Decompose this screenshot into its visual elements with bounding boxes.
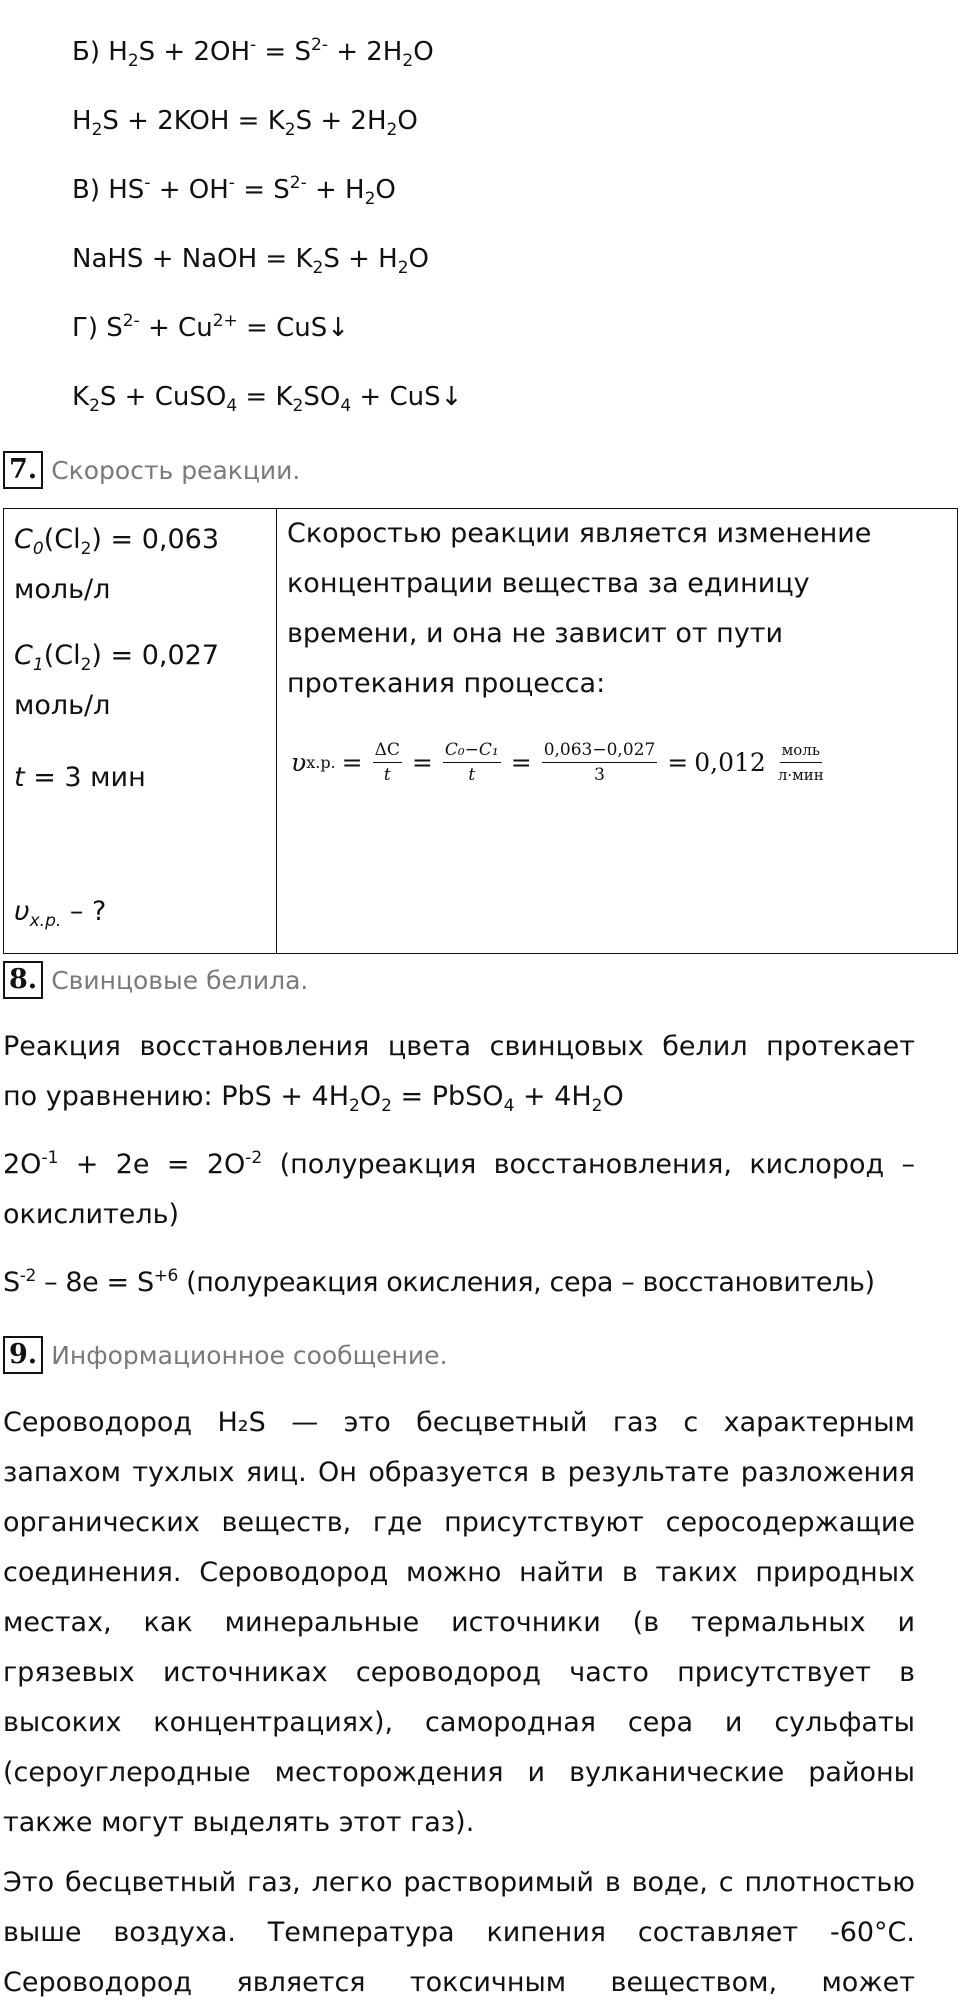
rate-symbol: υ [291, 747, 307, 777]
text-line: грязевых источниках сероводород часто присутствует в [3, 1657, 915, 1688]
frac-num: ΔC [373, 738, 402, 763]
unit-num: моль [780, 738, 822, 763]
given-find: $\upsilon_{х.р.}$ – ? [14, 896, 107, 931]
task-8-half-reaction-1 [3, 1140, 915, 1240]
text-line: Это бесцветный газ, легко растворимый в воде, с плотностью [3, 1867, 915, 1898]
frac-den: t [383, 764, 391, 785]
task-9-header [3, 1337, 447, 1373]
given-c1-unit: моль/л [14, 690, 111, 721]
task-number: 9. [3, 1336, 43, 1374]
given-solution-table [3, 508, 958, 954]
text-line: Реакция восстановления цвета свинцовых белил протекает [3, 1031, 915, 1062]
task-number: 8. [3, 961, 43, 999]
frac-num: 0,063−0,027 [542, 738, 658, 763]
text-line: окислитель) [3, 1199, 180, 1230]
task-title: Информационное сообщение. [51, 1340, 448, 1370]
fraction-diff [443, 738, 501, 787]
solution-cell [277, 509, 958, 954]
text-line: Сероводород является токсичным веществом, может [3, 1967, 915, 1998]
text-line: запахом тухлых яиц. Он образуется в результате разложения [3, 1457, 915, 1488]
task-title: Свинцовые белила. [51, 965, 309, 995]
task-number: 7. [3, 451, 43, 489]
unit-den: л·мин [777, 765, 824, 784]
task-8-intro [3, 1022, 915, 1122]
given-time: t = 3 мин [14, 762, 146, 793]
find-mark: – ? [69, 896, 107, 927]
rate-formula: υ х.р. = $\frac{\Delta C}{t}$ = $\frac{\text{C₀−C₁}}{t}$ = $\frac{0,063-0,027}{3}$ = 0,012 $\frac{\text{моль}}{\text{л·мин}}$ [291, 739, 824, 785]
given-c1: $C_1(Cl_2) = 0,027$ [14, 640, 220, 675]
text-line: органических веществ, где присутствуют серосодержащие [3, 1507, 915, 1538]
text-line: Сероводород H₂S — это бесцветный газ с характерным [3, 1407, 915, 1438]
frac-den: t [468, 764, 476, 785]
task-9-paragraph-2 [3, 1858, 915, 2008]
text-line: (сероуглеродные месторождения и вулканические районы [3, 1757, 915, 1788]
frac-num: C₀−C₁ [443, 738, 501, 763]
text-line: высоких концентрациях), самородная сера и сульфаты [3, 1707, 915, 1738]
eq-label: Б) [72, 37, 100, 67]
eq-label: Г) [72, 313, 98, 343]
text-line: соединения. Сероводород можно найти в таких природных [3, 1557, 915, 1588]
task-8-header [3, 962, 308, 998]
c0-value: = 0,063 [110, 524, 220, 555]
t-value: = 3 мин [33, 762, 146, 793]
text-line: также могут выделять этот газ). [3, 1807, 475, 1838]
task-8-half-reaction-2 [3, 1258, 915, 1308]
fraction-delta [373, 738, 402, 787]
text-line: по уравнению: PbS + $4H_2O_2$ = PbSO$_4$ + $4H_2O$ [3, 1081, 624, 1116]
equation-b-molecular: $H_2S + 2KOH = K_2S + 2H_2O$ [72, 106, 418, 140]
equation-g-ionic: Г) $S^{2-} + Cu^{2+}$ = CuS↓ [72, 311, 349, 343]
given-c0-unit: моль/л [14, 574, 111, 605]
equation-v-molecular: NaHS + NaOH = $K_2S + H_2O$ [72, 244, 430, 278]
text-line: выше воздуха. Температура кипения составляет -60°С. [3, 1917, 915, 1948]
rate-subscript: х.р. [306, 752, 336, 772]
equation-v-ionic: В) $HS^- + OH^- = S^{2-} + H_2O$ [72, 173, 396, 209]
frac-den: 3 [594, 764, 605, 785]
text-line: местах, как минеральные источники (в термальных и [3, 1607, 915, 1638]
task-9-paragraph-1 [3, 1398, 915, 1848]
rate-result: 0,012 [694, 747, 766, 777]
c1-value: = 0,027 [110, 640, 220, 671]
text-line: $S^{-2} - 8e = S^{+6}$ (полуреакция окисления, сера – восстановитель) [3, 1266, 875, 1298]
eq-label: В) [72, 175, 100, 205]
solution-explanation: Скоростью реакции является изменение концентрации вещества за единицу времени, и она не зависит от пути протекания процесса: [287, 518, 872, 699]
fraction-values [542, 738, 658, 787]
given-c0: $C_0(Cl_2) = 0,063$ [14, 524, 220, 559]
text-line: $2O^{-1} + 2e = 2O^{-2}$ (полуреакция восстановления, кислород – [3, 1148, 916, 1180]
equation-b-ionic: Б) $H_2S + 2OH^- = S^{2-} + 2H_2O$ [72, 35, 434, 71]
fraction-unit [776, 738, 826, 787]
equation-g-molecular: $K_2S$ + CuSO$_4$ = $K_2SO_4$ + CuS↓ [72, 382, 463, 416]
task-7-header [3, 452, 300, 488]
task-title: Скорость реакции. [51, 455, 301, 485]
given-cell [4, 509, 277, 954]
